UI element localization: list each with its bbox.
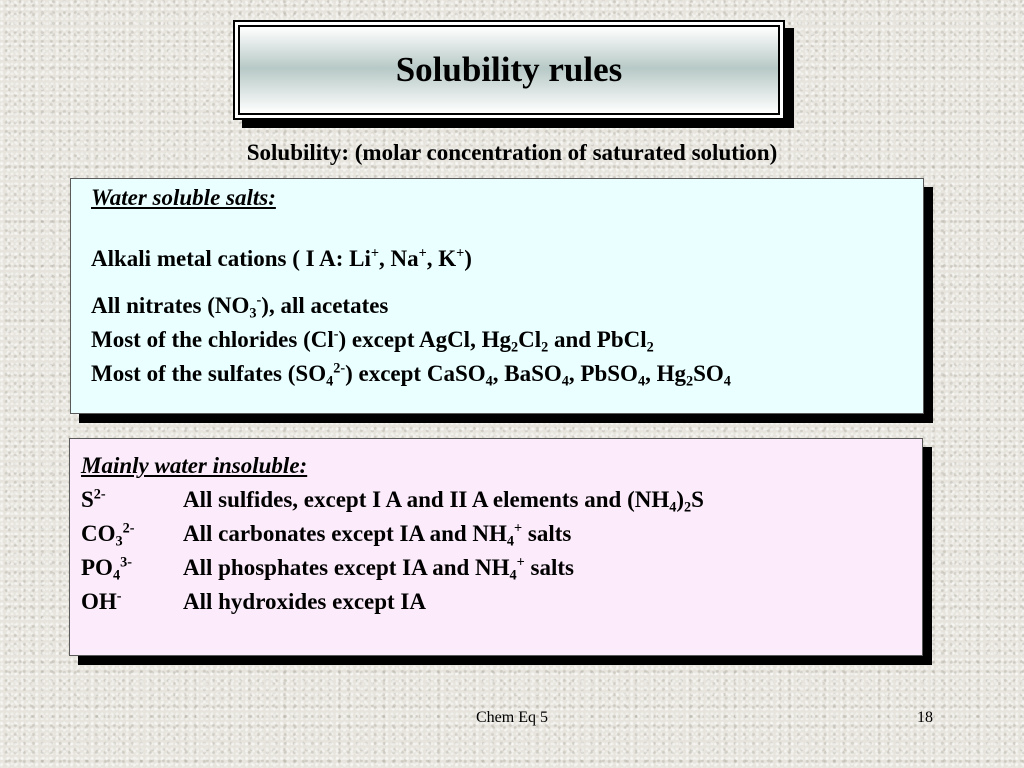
sulfates-line: Most of the sulfates $(SO_4^{2-})$ except CaSO$_4$, BaSO$_4$, PbSO$_4$, $Hg_2SO_4$ <box>91 360 731 390</box>
nitrates-line: All nitrates $(NO_3^-)$, all acetates <box>91 292 389 322</box>
ion-formula: $S^{2-}$ <box>81 486 106 512</box>
soluble-salts-panel <box>70 178 924 414</box>
page-number: 18 <box>917 709 933 726</box>
insoluble-heading: Mainly water insoluble: <box>81 453 308 478</box>
alkali-line: Alkali metal cations ( I A: Li+, Na+, K+) <box>91 245 472 271</box>
insoluble-salts-panel <box>69 438 923 656</box>
title-box-inner <box>238 25 780 115</box>
rule-description: All sulfides, except I A and II A elements and $(NH_4)_2S$ <box>183 487 704 516</box>
chlorides-line: Most of the chlorides (Cl-) except AgCl, $Hg_2Cl_2$ and PbCl$_2$ <box>91 326 654 356</box>
ion-formula: $CO_3^{2-}$ <box>81 520 135 550</box>
rule-description: All phosphates except IA and $NH_4^+$ salts <box>183 554 574 584</box>
rule-description: All hydroxides except IA <box>183 589 426 614</box>
slide-title: Solubility rules <box>395 50 623 89</box>
subtitle: Solubility: (molar concentration of saturated solution) <box>246 140 778 165</box>
title-box <box>233 20 785 120</box>
rule-description: All carbonates except IA and $NH_4^+$ salts <box>183 520 572 550</box>
soluble-heading: Water soluble salts: <box>91 185 276 210</box>
ion-formula: OH- <box>81 588 122 614</box>
footer-label: Chem Eq 5 <box>476 709 548 726</box>
ion-formula: $PO_4^{3-}$ <box>81 554 132 584</box>
